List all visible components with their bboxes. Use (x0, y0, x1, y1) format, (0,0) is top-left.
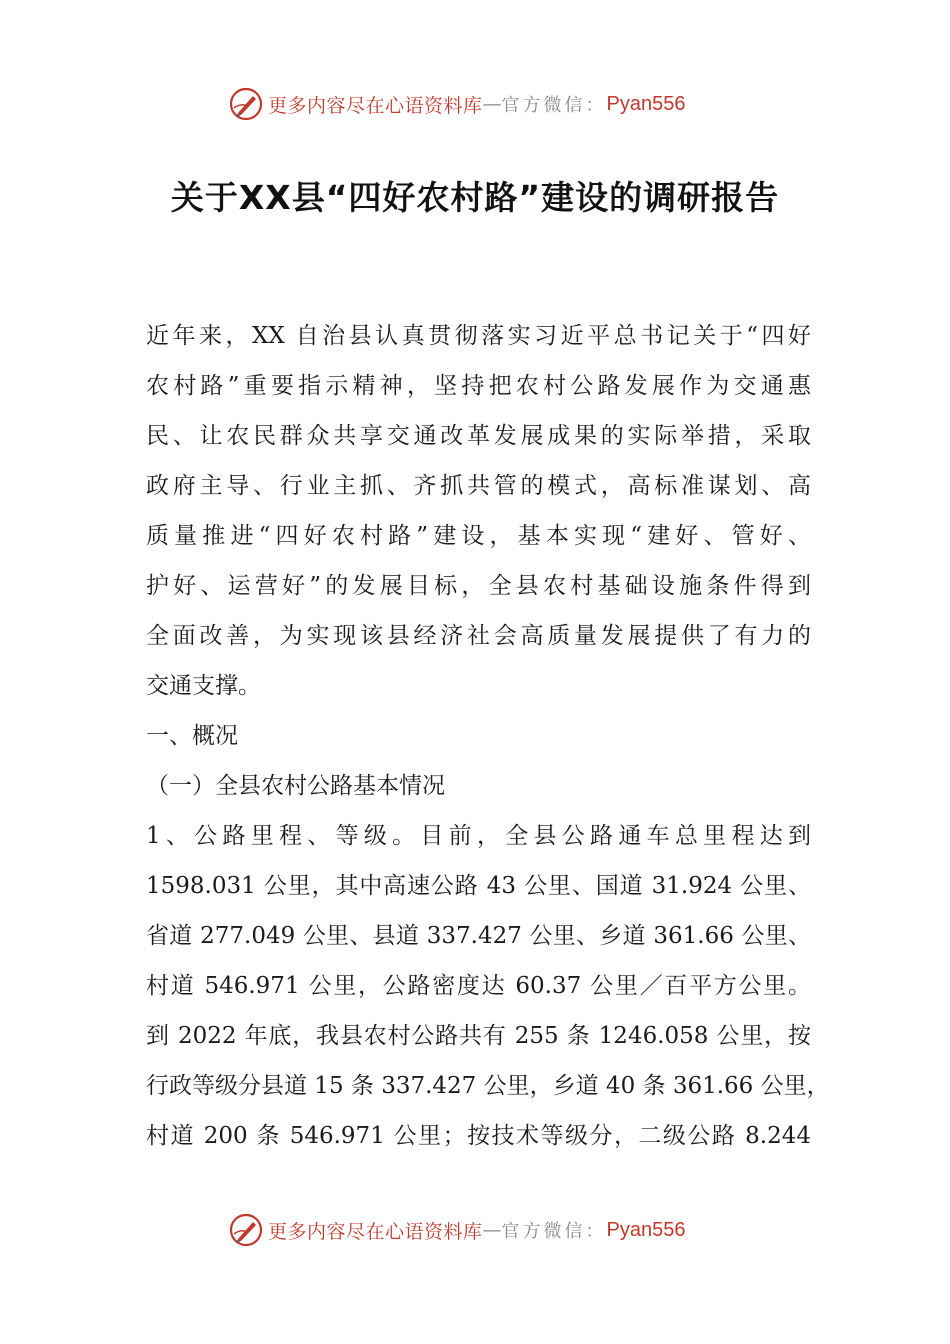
banner-wechat-label: 官方微信： (501, 95, 607, 116)
body-line: 护好、运营好”的发展目标，全县农村基础设施条件得到 (146, 573, 811, 599)
document-body (146, 311, 830, 1161)
body-line: 交通支撑。 (146, 673, 261, 699)
body-line: 行政等级分县道 15 条 337.427 公里，乡道 40 条 361.66 公里， (146, 1073, 830, 1099)
pen-logo-icon (228, 86, 264, 122)
section-heading: 一、概况 (146, 723, 238, 749)
document-title: 关于XX县“四好农村路”建设的调研报告 (170, 178, 780, 217)
body-line: 政府主导、行业主抓、齐抓共管的模式，高标准谋划、高 (146, 473, 811, 499)
body-line: 1、公路里程、等级。目前，全县公路通车总里程达到 (146, 823, 811, 849)
banner-slogan: 更多内容尽在心语资料库 (268, 94, 483, 117)
banner-wechat-id: Pyan556 (606, 1218, 686, 1241)
body-line: 1598.031 公里，其中高速公路 43 公里、国道 31.924 公里、 (146, 873, 811, 899)
pen-logo-icon (228, 1212, 264, 1248)
banner-separator: — (482, 1219, 502, 1241)
body-line: 质量推进“四好农村路”建设，基本实现“建好、管好、 (146, 523, 811, 549)
body-line: 村道 546.971 公里，公路密度达 60.37 公里／百平方公里。 (146, 973, 811, 999)
header-banner (228, 86, 728, 122)
banner-separator: — (482, 93, 502, 115)
footer-banner (228, 1212, 728, 1248)
body-line: 到 2022 年底，我县农村公路共有 255 条 1246.058 公里，按 (146, 1023, 811, 1049)
subsection-heading: （一）全县农村公路基本情况 (146, 773, 445, 799)
banner-wechat-id: Pyan556 (606, 92, 686, 115)
body-line: 全面改善，为实现该县经济社会高质量发展提供了有力的 (146, 623, 811, 649)
banner-slogan: 更多内容尽在心语资料库 (268, 1220, 483, 1243)
body-line: 农村路”重要指示精神，坚持把农村公路发展作为交通惠 (146, 373, 811, 399)
body-line: 民、让农民群众共享交通改革发展成果的实际举措，采取 (146, 423, 811, 449)
body-line: 村道 200 条 546.971 公里；按技术等级分，二级公路 8.244 (146, 1123, 811, 1149)
body-line: 近年来，XX 自治县认真贯彻落实习近平总书记关于“四好 (146, 323, 811, 349)
banner-wechat-label: 官方微信： (501, 1221, 607, 1242)
body-line: 省道 277.049 公里、县道 337.427 公里、乡道 361.66 公里、 (146, 923, 811, 949)
